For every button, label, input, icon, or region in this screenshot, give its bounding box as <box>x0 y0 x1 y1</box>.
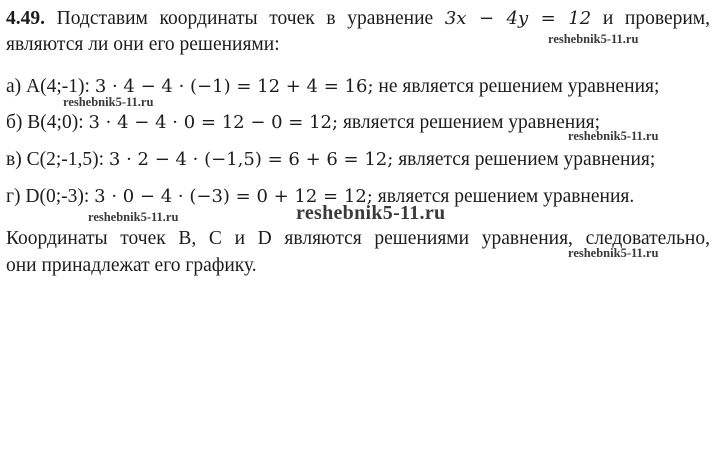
item-calculation: 3 · 2 − 4 · (−1,5) = 6 + 6 = 12; <box>108 149 394 170</box>
item-calculation: 3 · 0 − 4 · (−3) = 0 + 12 = 12; <box>94 186 373 207</box>
watermark: reshebnik5-11.ru <box>548 32 639 46</box>
watermark: reshebnik5-11.ru <box>63 95 154 109</box>
problem-equation: 3x − 4y = 12 <box>444 8 592 29</box>
watermark: reshebnik5-11.ru <box>568 246 659 260</box>
item-verdict: является решением уравнения; <box>398 149 656 170</box>
intro-text-after: и проверим, <box>602 8 711 29</box>
watermark: reshebnik5-11.ru <box>296 202 446 224</box>
item-calculation: 3 · 4 − 4 · 0 = 12 − 0 = 12; <box>88 112 339 133</box>
item-label: а) A(4;-1): <box>6 76 90 97</box>
intro-text-before: Подставим координаты точек в уравнение <box>56 8 434 29</box>
item-verdict: является решением уравнения; <box>342 112 601 133</box>
conclusion-line-2: они принадлежат его графику. <box>6 255 257 276</box>
watermark: reshebnik5-11.ru <box>568 129 659 143</box>
problem-intro-line-1 <box>6 6 710 32</box>
watermark: reshebnik5-11.ru <box>88 210 179 224</box>
solution-item-b <box>6 110 600 136</box>
item-label: в) C(2;-1,5): <box>6 149 105 170</box>
item-verdict: не является решением уравнения; <box>378 76 660 97</box>
item-verdict: является решением уравнения. <box>377 186 635 207</box>
problem-number: 4.49. <box>6 8 45 29</box>
item-label: г) D(0;-3): <box>6 186 90 207</box>
problem-intro-line-2: являются ли они его решениями: <box>6 34 280 55</box>
item-label: б) B(4;0): <box>6 112 84 133</box>
solution-item-c <box>6 147 655 173</box>
item-calculation: 3 · 4 − 4 · (−1) = 12 + 4 = 16; <box>94 76 374 97</box>
conclusion-line-1: Координаты точек B, C и D являются решениями уравнения, следовательно, <box>6 228 710 249</box>
